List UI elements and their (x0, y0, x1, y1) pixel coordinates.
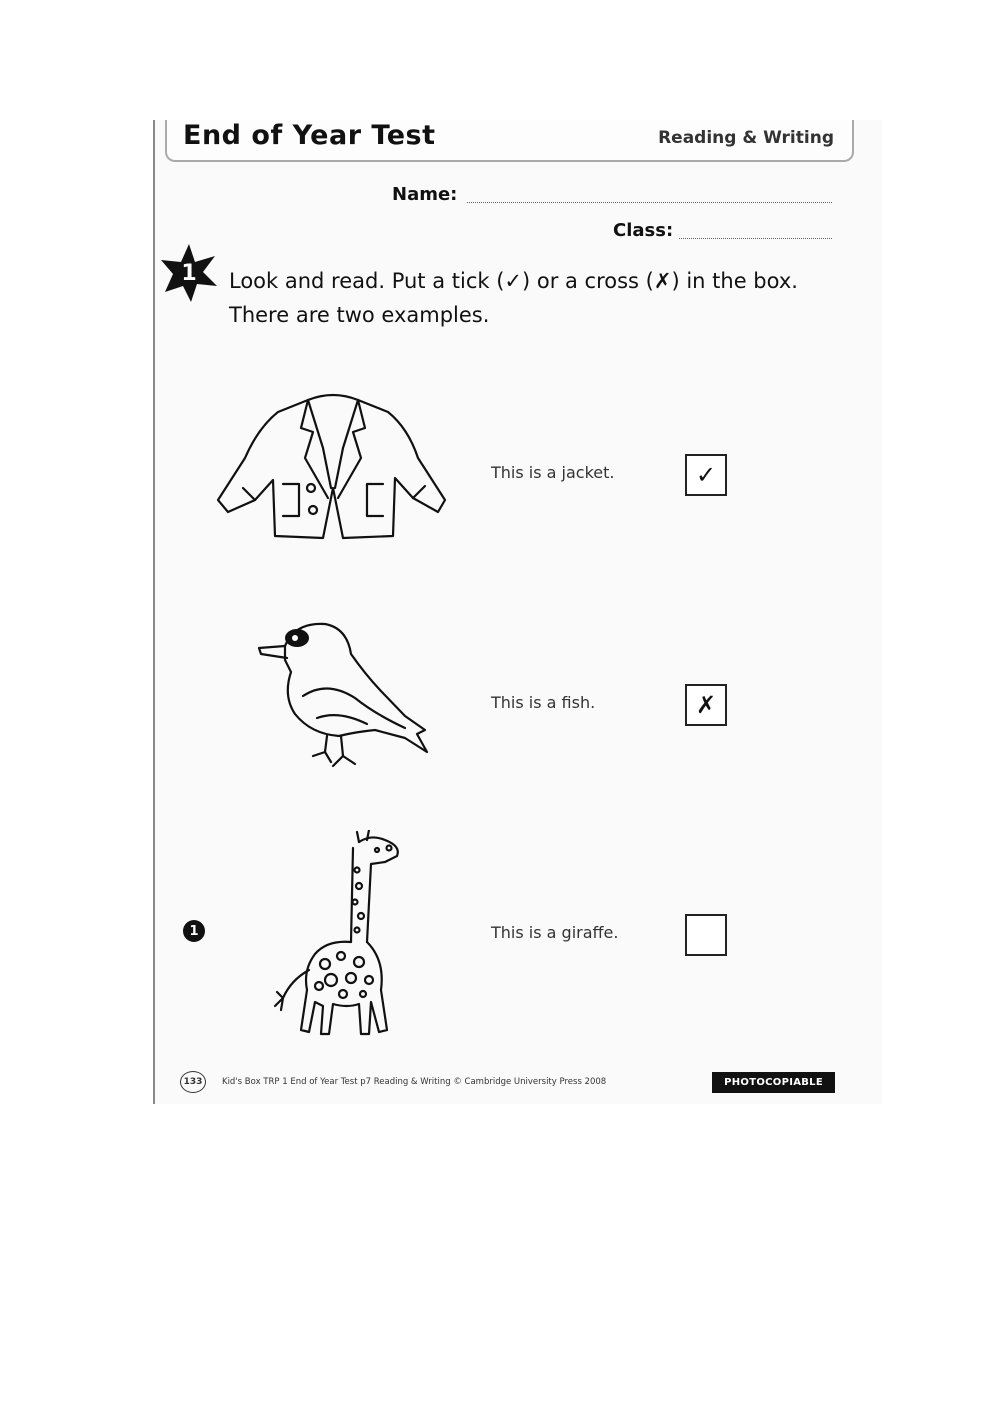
test-title: End of Year Test (183, 120, 436, 151)
name-field[interactable] (467, 202, 832, 203)
page-number: 133 (180, 1071, 206, 1093)
photocopiable-badge: PHOTOCOPIABLE (712, 1072, 835, 1093)
instructions (229, 264, 869, 332)
answer-box-giraffe[interactable] (685, 914, 727, 956)
worksheet-page (153, 120, 882, 1104)
class-field[interactable] (679, 238, 832, 239)
question-number-badge: 1 (183, 920, 205, 942)
sentence-jacket: This is a jacket. (491, 463, 615, 482)
exercise-star-icon (159, 242, 219, 302)
giraffe-icon (267, 830, 407, 1040)
answer-box-fish[interactable]: ✗ (685, 684, 727, 726)
sentence-giraffe: This is a giraffe. (491, 923, 619, 942)
sentence-fish: This is a fish. (491, 693, 596, 712)
name-label: Name: (392, 184, 458, 205)
instruction-line-2: There are two examples. (229, 303, 490, 327)
copyright-credit: Kid's Box TRP 1 End of Year Test p7 Reading & Writing © Cambridge University Press 2008 (222, 1077, 607, 1087)
bird-icon (255, 618, 430, 773)
test-header (165, 120, 854, 162)
section-label: Reading & Writing (658, 128, 834, 148)
answer-box-jacket[interactable]: ✓ (685, 454, 727, 496)
exercise-number: 1 (181, 261, 197, 286)
page-footer (180, 1070, 835, 1094)
instruction-line-1: Look and read. Put a tick (✓) or a cross (✗) in the box. (229, 269, 798, 293)
class-label: Class: (613, 220, 674, 241)
jacket-icon (213, 388, 453, 543)
